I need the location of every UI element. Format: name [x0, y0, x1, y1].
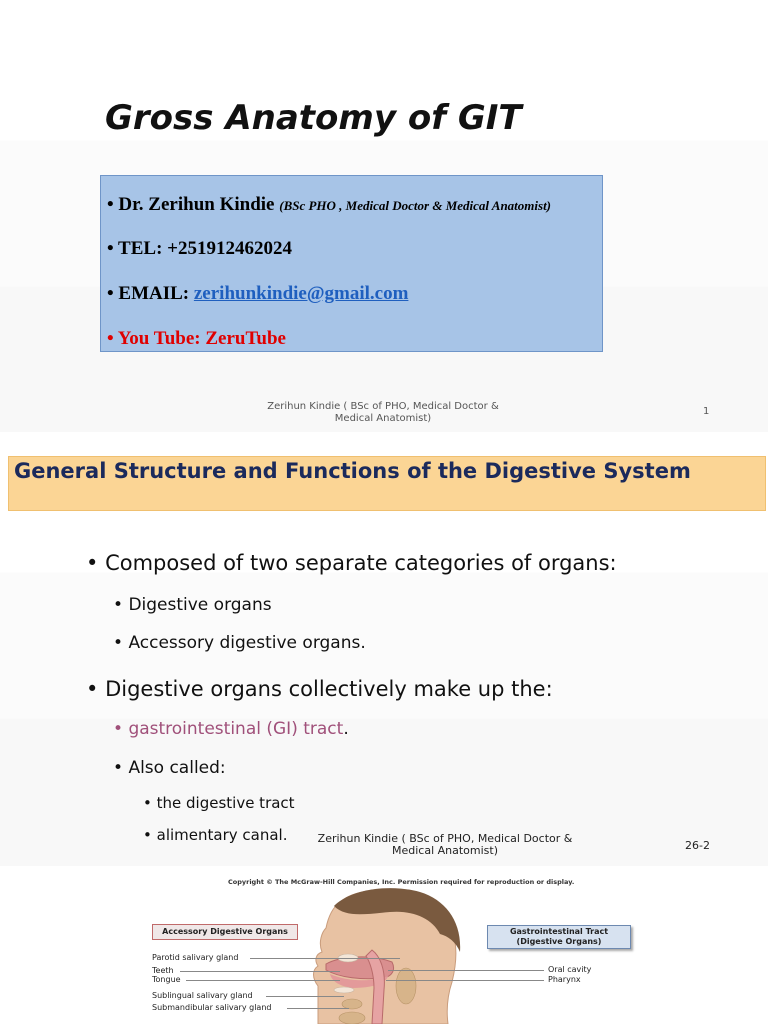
leader-line [266, 996, 344, 997]
email-label: • EMAIL: [107, 283, 194, 304]
leader-line [180, 971, 340, 972]
slide-footer [300, 833, 590, 857]
leader-line [250, 958, 400, 959]
bullet-text: Also called: [128, 758, 226, 778]
bullet-text: Composed of two separate categories of organs: [105, 551, 617, 575]
leader-line [186, 980, 340, 981]
bullet-text: Accessory digestive organs. [128, 633, 366, 653]
email-link[interactable]: zerihunkindie@gmail.com [193, 283, 409, 304]
bullet-text: the digestive tract [156, 794, 295, 812]
bullet-level-2: • gastrointestinal (GI) tract. [113, 719, 349, 739]
git-label-line: (Digestive Organs) [516, 937, 602, 946]
leader-line [386, 980, 544, 981]
git-organs-label [487, 925, 631, 949]
bullet-level-1: • Composed of two separate categories of organs: [86, 551, 617, 575]
page-number: 1 [703, 406, 710, 417]
copyright-notice: Copyright © The McGraw-Hill Companies, Inc. Permission required for reproduction or display. [228, 878, 575, 886]
bullet-level-3: • the digestive tract [143, 794, 295, 812]
bullet-level-2: • Also called: [113, 758, 226, 778]
contact-info-box [100, 175, 603, 352]
author-credentials: (BSc PHO , Medical Doctor & Medical Anatomist) [279, 198, 552, 213]
bullet-text: Digestive organs collectively make up the: [105, 677, 553, 701]
slide-2 [0, 432, 768, 866]
leader-line [287, 1008, 349, 1009]
leader-line [388, 970, 544, 971]
organ-label: Submandibular salivary gland [152, 1003, 272, 1012]
bullet-text: Digestive organs [128, 595, 272, 615]
youtube-line: • You Tube: ZeruTube [107, 328, 286, 349]
tel-line: • TEL: +251912462024 [107, 238, 292, 259]
head-anatomy-illustration [0, 866, 768, 1024]
footer-line: Zerihun Kindie ( BSc of PHO, Medical Doctor & [317, 832, 573, 845]
bullet-level-3: • alimentary canal. [143, 826, 288, 844]
bullet-text: alimentary canal. [156, 826, 288, 844]
bullet-level-2: • Accessory digestive organs. [113, 633, 366, 653]
gi-tract-term: gastrointestinal (GI) tract [128, 719, 344, 739]
author-name: • Dr. Zerihun Kindie [107, 194, 280, 215]
footer-line: Medical Anatomist) [334, 413, 432, 424]
slide-1 [0, 0, 768, 432]
footer-line: Zerihun Kindie ( BSc of PHO, Medical Doctor & [267, 401, 499, 412]
bullet-text: . [343, 719, 349, 739]
organ-label: Oral cavity [548, 965, 592, 974]
organ-label: Sublingual salivary gland [152, 991, 253, 1000]
slide-title: General Structure and Functions of the Digestive System [14, 459, 691, 483]
organ-label: Tongue [152, 975, 181, 984]
slide-title: Gross Anatomy of GIT [105, 98, 522, 138]
bullet-level-2: • Digestive organs [113, 595, 272, 615]
page-number: 26-2 [685, 839, 710, 852]
slide-3 [0, 866, 768, 1024]
email-line [107, 283, 408, 305]
footer-line: Medical Anatomist) [391, 844, 499, 857]
author-line [107, 194, 551, 216]
git-label-line: Gastrointestinal Tract [509, 927, 609, 936]
organ-label: Teeth [152, 966, 174, 975]
accessory-organs-label: Accessory Digestive Organs [152, 924, 298, 940]
slide-footer [246, 401, 520, 425]
organ-label: Parotid salivary gland [152, 953, 239, 962]
organ-label: Pharynx [548, 975, 581, 984]
slide-title-banner [8, 456, 766, 511]
bullet-level-1: • Digestive organs collectively make up the: [86, 677, 553, 701]
